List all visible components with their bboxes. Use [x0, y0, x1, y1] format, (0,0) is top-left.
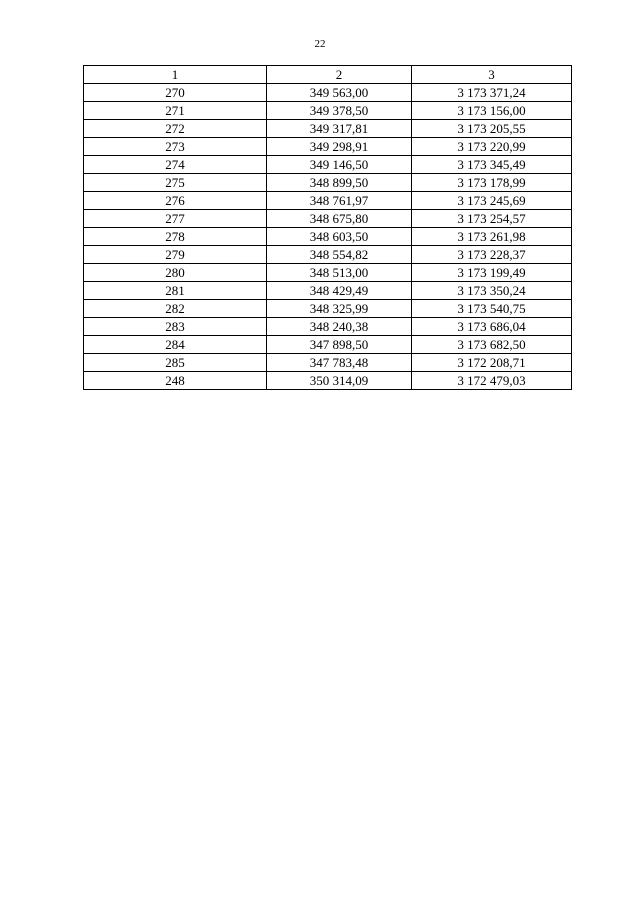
x-coordinate-cell: 349 317,81 — [267, 120, 412, 138]
table-row — [84, 372, 572, 390]
header-cell-2: 2 — [267, 66, 412, 84]
point-number-cell: 281 — [84, 282, 267, 300]
y-coordinate-cell: 3 173 371,24 — [412, 84, 572, 102]
header-cell-1: 1 — [84, 66, 267, 84]
x-coordinate-cell: 349 146,50 — [267, 156, 412, 174]
point-number-cell: 274 — [84, 156, 267, 174]
header-row — [84, 66, 572, 84]
y-coordinate-cell: 3 173 350,24 — [412, 282, 572, 300]
table-row — [84, 228, 572, 246]
table-row — [84, 102, 572, 120]
y-coordinate-cell: 3 173 254,57 — [412, 210, 572, 228]
table-row — [84, 192, 572, 210]
point-number-cell: 280 — [84, 264, 267, 282]
y-coordinate-cell: 3 173 220,99 — [412, 138, 572, 156]
table-row — [84, 318, 572, 336]
table-body — [84, 84, 572, 390]
table-row — [84, 354, 572, 372]
point-number-cell: 285 — [84, 354, 267, 372]
x-coordinate-cell: 348 761,97 — [267, 192, 412, 210]
x-coordinate-cell: 349 298,91 — [267, 138, 412, 156]
coordinates-table — [83, 65, 572, 390]
y-coordinate-cell: 3 173 156,00 — [412, 102, 572, 120]
table-row — [84, 264, 572, 282]
x-coordinate-cell: 350 314,09 — [267, 372, 412, 390]
x-coordinate-cell: 348 325,99 — [267, 300, 412, 318]
table-row — [84, 174, 572, 192]
point-number-cell: 284 — [84, 336, 267, 354]
table-row — [84, 246, 572, 264]
x-coordinate-cell: 348 675,80 — [267, 210, 412, 228]
x-coordinate-cell: 347 783,48 — [267, 354, 412, 372]
y-coordinate-cell: 3 173 228,37 — [412, 246, 572, 264]
table-header — [84, 66, 572, 84]
header-cell-3: 3 — [412, 66, 572, 84]
x-coordinate-cell: 348 603,50 — [267, 228, 412, 246]
table-row — [84, 156, 572, 174]
x-coordinate-cell: 348 240,38 — [267, 318, 412, 336]
x-coordinate-cell: 347 898,50 — [267, 336, 412, 354]
point-number-cell: 277 — [84, 210, 267, 228]
point-number-cell: 282 — [84, 300, 267, 318]
point-number-cell: 279 — [84, 246, 267, 264]
point-number-cell: 248 — [84, 372, 267, 390]
table-row — [84, 282, 572, 300]
y-coordinate-cell: 3 173 199,49 — [412, 264, 572, 282]
y-coordinate-cell: 3 173 261,98 — [412, 228, 572, 246]
table-row — [84, 300, 572, 318]
y-coordinate-cell: 3 173 686,04 — [412, 318, 572, 336]
x-coordinate-cell: 348 899,50 — [267, 174, 412, 192]
y-coordinate-cell: 3 173 540,75 — [412, 300, 572, 318]
y-coordinate-cell: 3 173 345,49 — [412, 156, 572, 174]
page-number: 22 — [314, 38, 326, 50]
x-coordinate-cell: 348 513,00 — [267, 264, 412, 282]
table-row — [84, 138, 572, 156]
point-number-cell: 283 — [84, 318, 267, 336]
x-coordinate-cell: 349 378,50 — [267, 102, 412, 120]
y-coordinate-cell: 3 173 682,50 — [412, 336, 572, 354]
table-row — [84, 120, 572, 138]
y-coordinate-cell: 3 173 205,55 — [412, 120, 572, 138]
x-coordinate-cell: 348 554,82 — [267, 246, 412, 264]
point-number-cell: 276 — [84, 192, 267, 210]
table-row — [84, 210, 572, 228]
x-coordinate-cell: 348 429,49 — [267, 282, 412, 300]
table-row — [84, 336, 572, 354]
y-coordinate-cell: 3 173 178,99 — [412, 174, 572, 192]
point-number-cell: 271 — [84, 102, 267, 120]
point-number-cell: 273 — [84, 138, 267, 156]
x-coordinate-cell: 349 563,00 — [267, 84, 412, 102]
point-number-cell: 272 — [84, 120, 267, 138]
y-coordinate-cell: 3 172 479,03 — [412, 372, 572, 390]
point-number-cell: 275 — [84, 174, 267, 192]
y-coordinate-cell: 3 172 208,71 — [412, 354, 572, 372]
point-number-cell: 278 — [84, 228, 267, 246]
table-row — [84, 84, 572, 102]
point-number-cell: 270 — [84, 84, 267, 102]
y-coordinate-cell: 3 173 245,69 — [412, 192, 572, 210]
